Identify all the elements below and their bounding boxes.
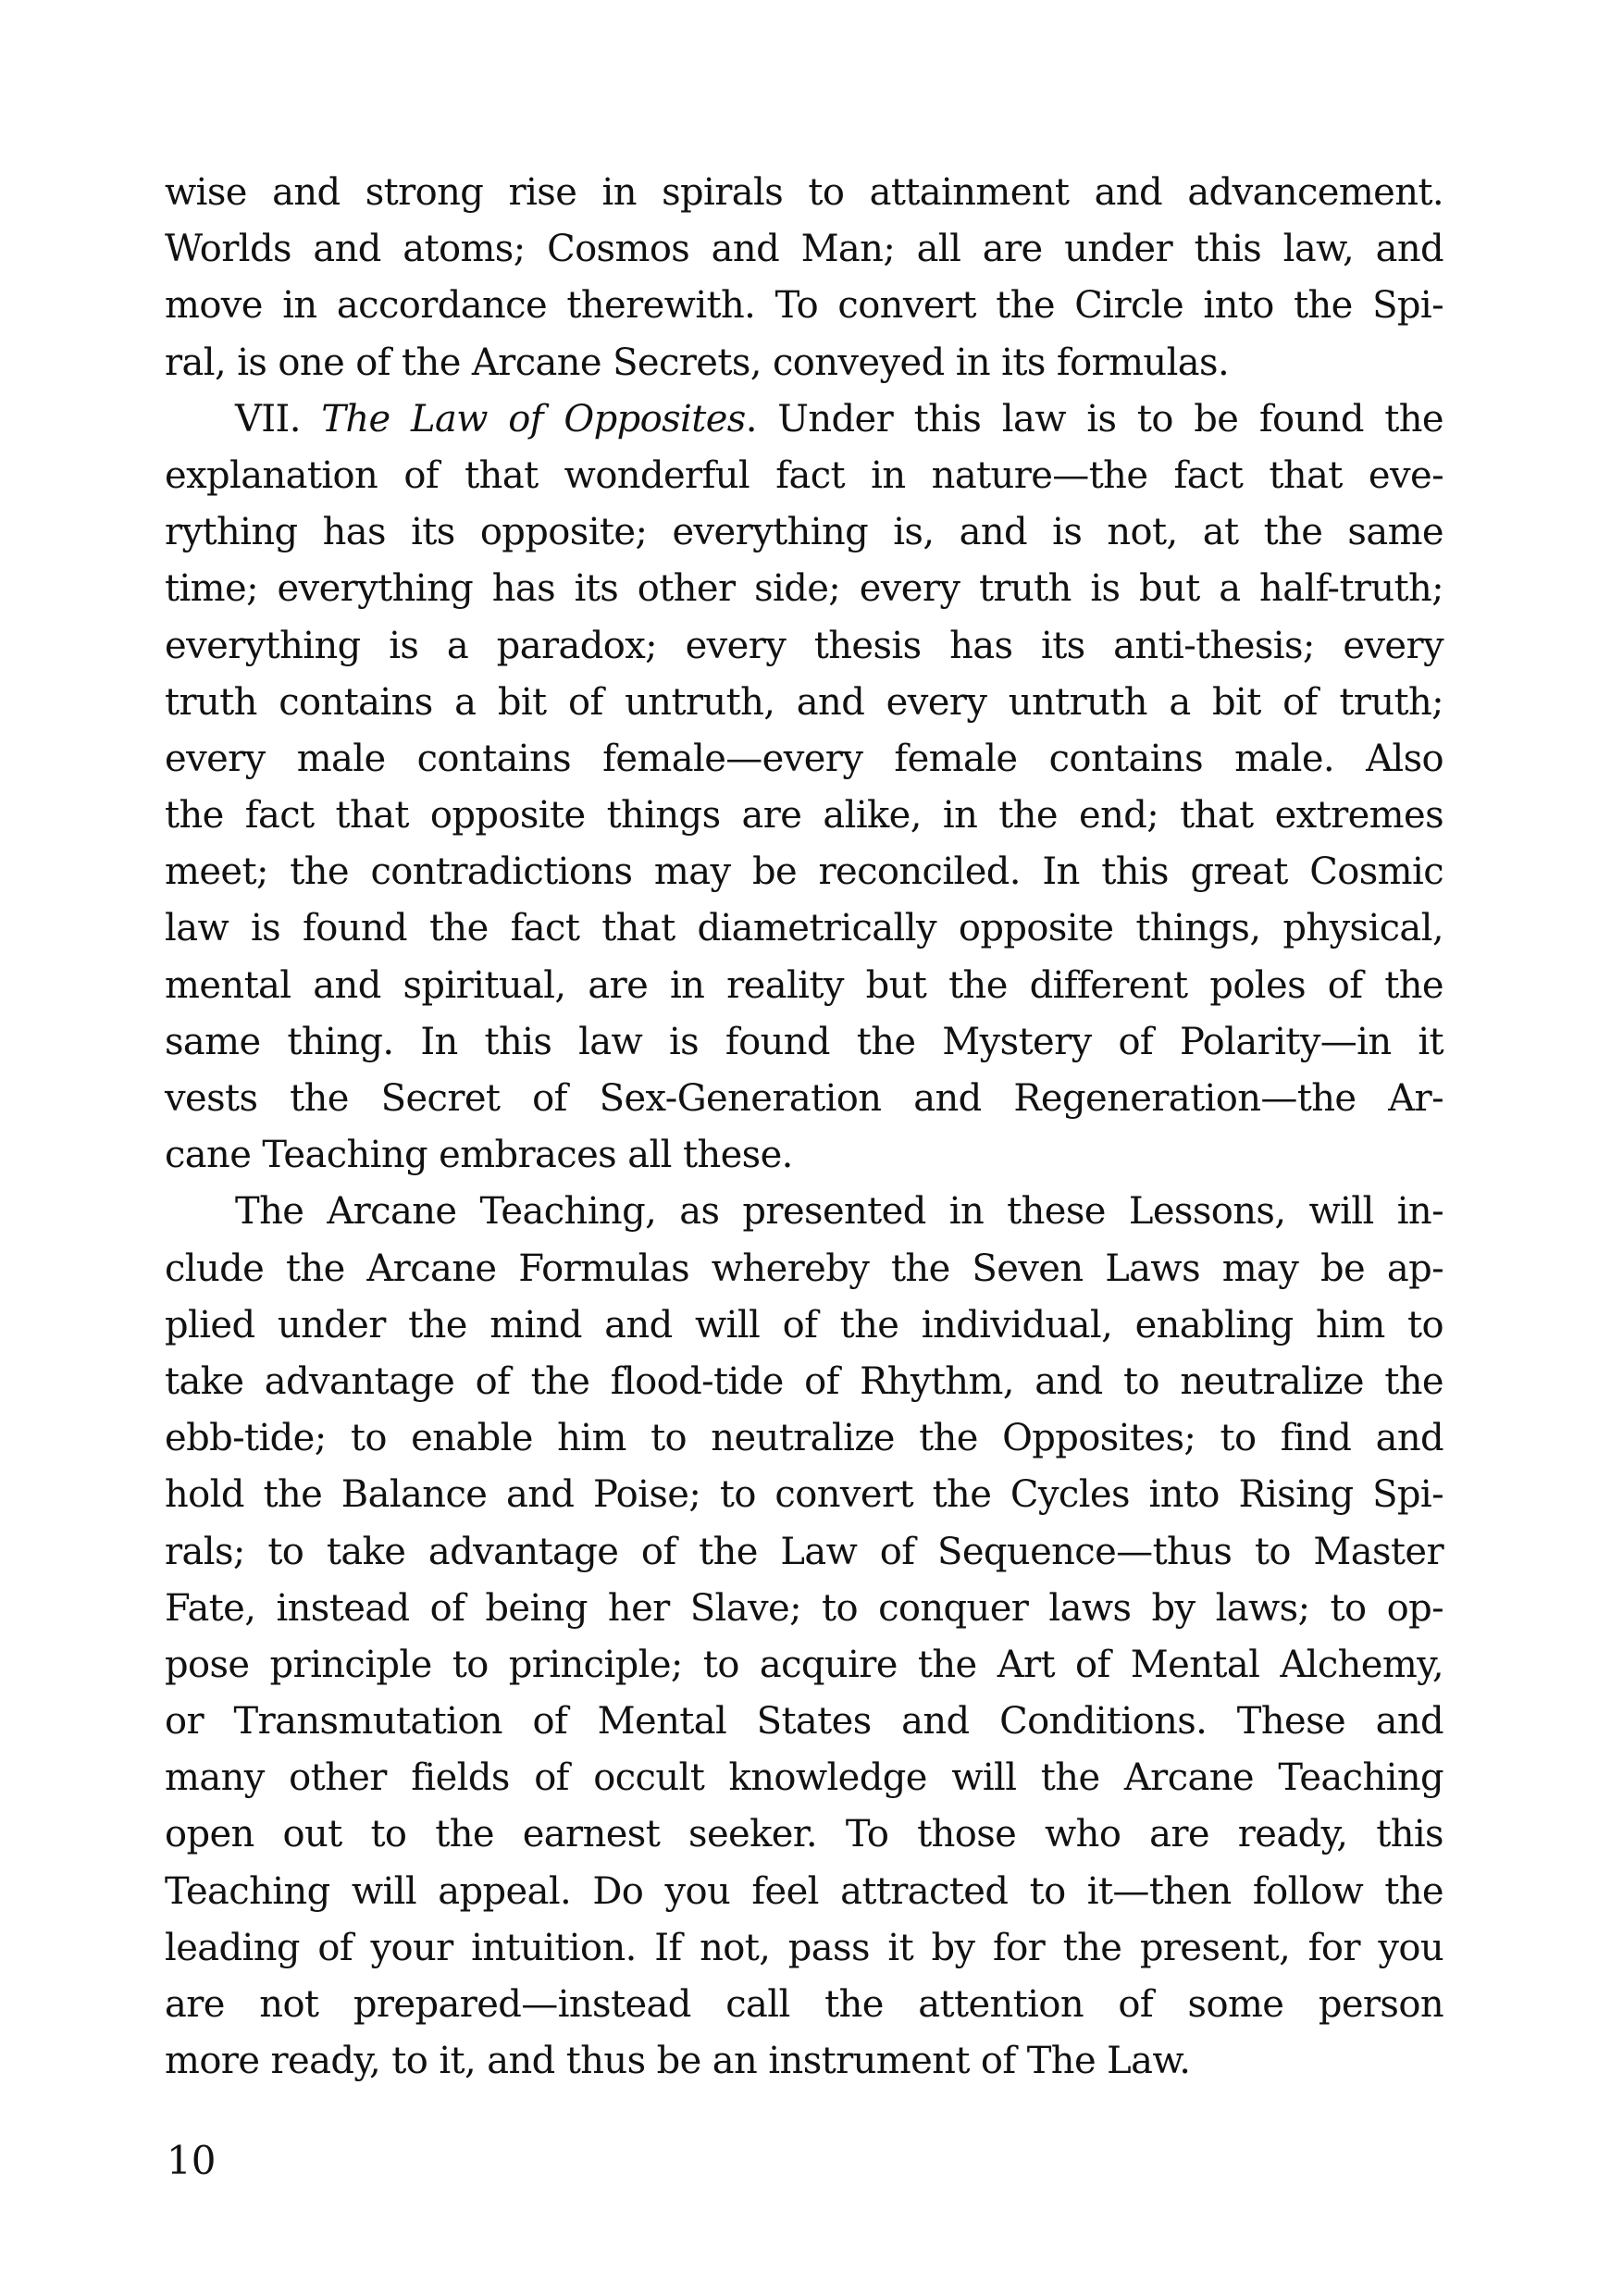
text-line: same thing. In this law is found the Mystery of Polarity—in it — [165, 1020, 1443, 1063]
text-line: open out to the earnest seeker. To those who are ready, this — [165, 1813, 1443, 1856]
text-line: pose principle to principle; to acquire the Art of Mental Alchemy, — [165, 1643, 1443, 1686]
text-line: law is found the fact that diametrically opposite things, physical, — [165, 907, 1443, 950]
text-line: hold the Balance and Poise; to convert the Cycles into Rising Spi- — [165, 1473, 1443, 1517]
text-line: everything is a paradox; every thesis has its anti-thesis; every — [165, 624, 1443, 667]
text-line: move in accordance therewith. To convert the Circle into the Spi- — [165, 284, 1443, 328]
text-line: wise and strong rise in spirals to attainment and advancement. — [165, 171, 1443, 214]
page-number: 10 — [167, 2138, 217, 2183]
text-line: Fate, instead of being her Slave; to conquer laws by laws; to op- — [165, 1586, 1443, 1630]
paragraph-law-of-opposites — [165, 391, 1443, 1185]
text-line: or Transmutation of Mental States and Conditions. These and — [165, 1700, 1443, 1744]
text-line: explanation of that wonderful fact in nature—the fact that eve- — [165, 453, 1443, 497]
text-line: ebb-tide; to enable him to neutralize the Opposites; to find and — [165, 1417, 1443, 1460]
text-line: take advantage of the flood-tide of Rhythm, and to neutralize the — [165, 1359, 1443, 1403]
text-line: the fact that opposite things are alike, in the end; that extremes — [165, 794, 1443, 838]
text-line: rals; to take advantage of the Law of Sequence—thus to Master — [165, 1530, 1443, 1573]
paragraph-spirals-continuation — [165, 165, 1443, 391]
text-line: are not prepared—instead call the attention of some person — [165, 1983, 1443, 2026]
body-text — [165, 165, 1443, 2090]
text-line: plied under the mind and will of the individual, enabling him to — [165, 1303, 1443, 1347]
text-line: time; everything has its other side; every truth is but a half-truth; — [165, 567, 1443, 611]
text-line: rything has its opposite; everything is, and is not, at the same — [165, 511, 1443, 554]
section-intro-text: . Under this law is to be found the — [745, 397, 1443, 441]
text-line: more ready, to it, and thus be an instrument of The Law. — [165, 2040, 1191, 2083]
section-numeral: VII. — [235, 397, 322, 441]
paragraph-arcane-teaching — [165, 1184, 1443, 2090]
text-line: truth contains a bit of untruth, and every untruth a bit of truth; — [165, 680, 1443, 724]
text-line: meet; the contradictions may be reconciled. In this great Cosmic — [165, 850, 1443, 894]
text-line: clude the Arcane Formulas whereby the Seven Laws may be ap- — [165, 1247, 1443, 1290]
text-line: The Arcane Teaching, as presented in these Lessons, will in- — [235, 1190, 1443, 1234]
section-title: The Law of Opposites — [321, 397, 746, 441]
text-line: Worlds and atoms; Cosmos and Man; all are under this law, and — [165, 228, 1443, 271]
text-line: cane Teaching embraces all these. — [165, 1134, 793, 1177]
text-line: Teaching will appeal. Do you feel attracted to it—then follow the — [165, 1869, 1443, 1913]
text-line: ral, is one of the Arcane Secrets, conveyed in its formulas. — [165, 341, 1230, 384]
text-line: mental and spiritual, are in reality but the different poles of the — [165, 963, 1443, 1007]
text-line: vests the Secret of Sex-Generation and Regeneration—the Ar- — [165, 1077, 1443, 1120]
text-line: many other fields of occult knowledge will the Arcane Teaching — [165, 1756, 1443, 1800]
text-line-heading — [165, 391, 1443, 448]
text-line: every male contains female—every female contains male. Also — [165, 737, 1443, 780]
text-line: leading of your intuition. If not, pass it by for the present, for you — [165, 1926, 1443, 1969]
